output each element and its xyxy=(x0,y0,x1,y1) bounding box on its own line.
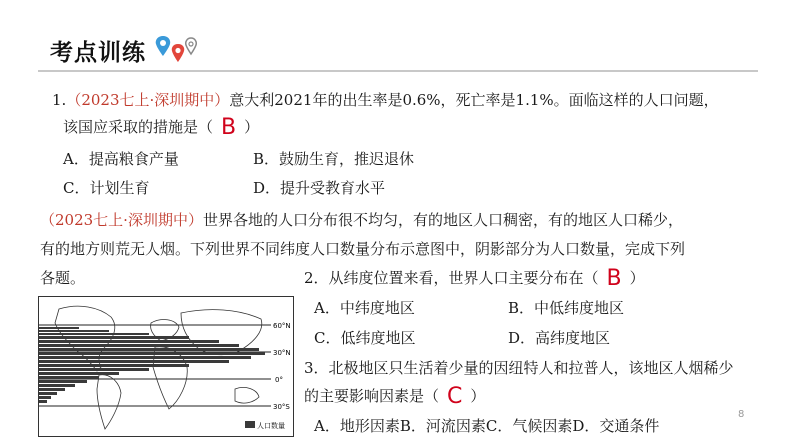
q2-option-d: D．高纬度地区 xyxy=(508,329,611,347)
lat-label-30n: 30°N xyxy=(273,349,291,357)
q3-stem: 的主要影响因素是（ xyxy=(304,387,440,405)
q1-line1 xyxy=(52,90,719,110)
q1-option-b: B．鼓励生育，推迟退休 xyxy=(253,150,415,168)
q3-line2 xyxy=(304,386,485,407)
q2-option-b: B．中低纬度地区 xyxy=(508,299,625,317)
q2-answer: B xyxy=(606,266,622,291)
q1-number: 1. xyxy=(52,91,67,109)
q3-line1: 3．北极地区只生活着少量的因纽特人和拉普人，该地区人烟稀少 xyxy=(304,359,734,377)
population-shading xyxy=(39,327,265,403)
legend-swatch xyxy=(245,421,255,428)
intro-line2: 有的地方则荒无人烟。下列世界不同纬度人口数量分布示意图中，阴影部分为人口数量，完成下列 xyxy=(40,240,686,258)
lat-label-30s: 30°S xyxy=(273,403,290,411)
q3-answer: C xyxy=(447,384,463,409)
q1-line2 xyxy=(63,117,259,138)
q1-text: 意大利2021年的出生率是0.6%，死亡率是1.1%。面临这样的人口问题， xyxy=(229,91,719,109)
q1-stem-close: ） xyxy=(244,118,260,136)
q3-options: A．地形因素B．河流因素C．气候因素D．交通条件 xyxy=(314,417,660,435)
q2-option-c: C．低纬度地区 xyxy=(314,329,416,347)
section-title: 考点训练 xyxy=(50,40,146,66)
q1-answer: B xyxy=(221,115,237,140)
q1-option-d: D．提升受教育水平 xyxy=(253,179,386,197)
legend-label: 人口数量 xyxy=(257,422,285,430)
q1-stem: 该国应采取的措施是（ xyxy=(63,118,214,136)
population-latitude-map xyxy=(38,296,294,437)
q2-close: ） xyxy=(629,269,645,287)
q2-option-a: A．中纬度地区 xyxy=(314,299,415,317)
header-divider xyxy=(38,70,758,72)
q2-stem xyxy=(304,268,645,289)
intro-line1 xyxy=(40,210,683,230)
intro-line3: 各题。 xyxy=(40,269,86,287)
q1-option-c: C．计划生育 xyxy=(63,179,150,197)
intro-source: （2023七上·深圳期中） xyxy=(40,211,203,229)
q3-close: ） xyxy=(470,387,486,405)
lat-label-equator: 0° xyxy=(275,376,283,384)
q1-option-a: A．提高粮食产量 xyxy=(63,150,179,168)
intro-text1: 世界各地的人口分布很不均匀，有的地区人口稠密，有的地区人口稀少， xyxy=(202,211,683,229)
page-number: 8 xyxy=(738,409,745,420)
q1-source: （2023七上·深圳期中） xyxy=(66,91,230,109)
lat-label-60n: 60°N xyxy=(273,322,291,330)
map-graphic xyxy=(39,297,293,436)
q2-text: 2．从纬度位置来看，世界人口主要分布在（ xyxy=(304,269,599,287)
map-pin-icon xyxy=(154,34,200,66)
